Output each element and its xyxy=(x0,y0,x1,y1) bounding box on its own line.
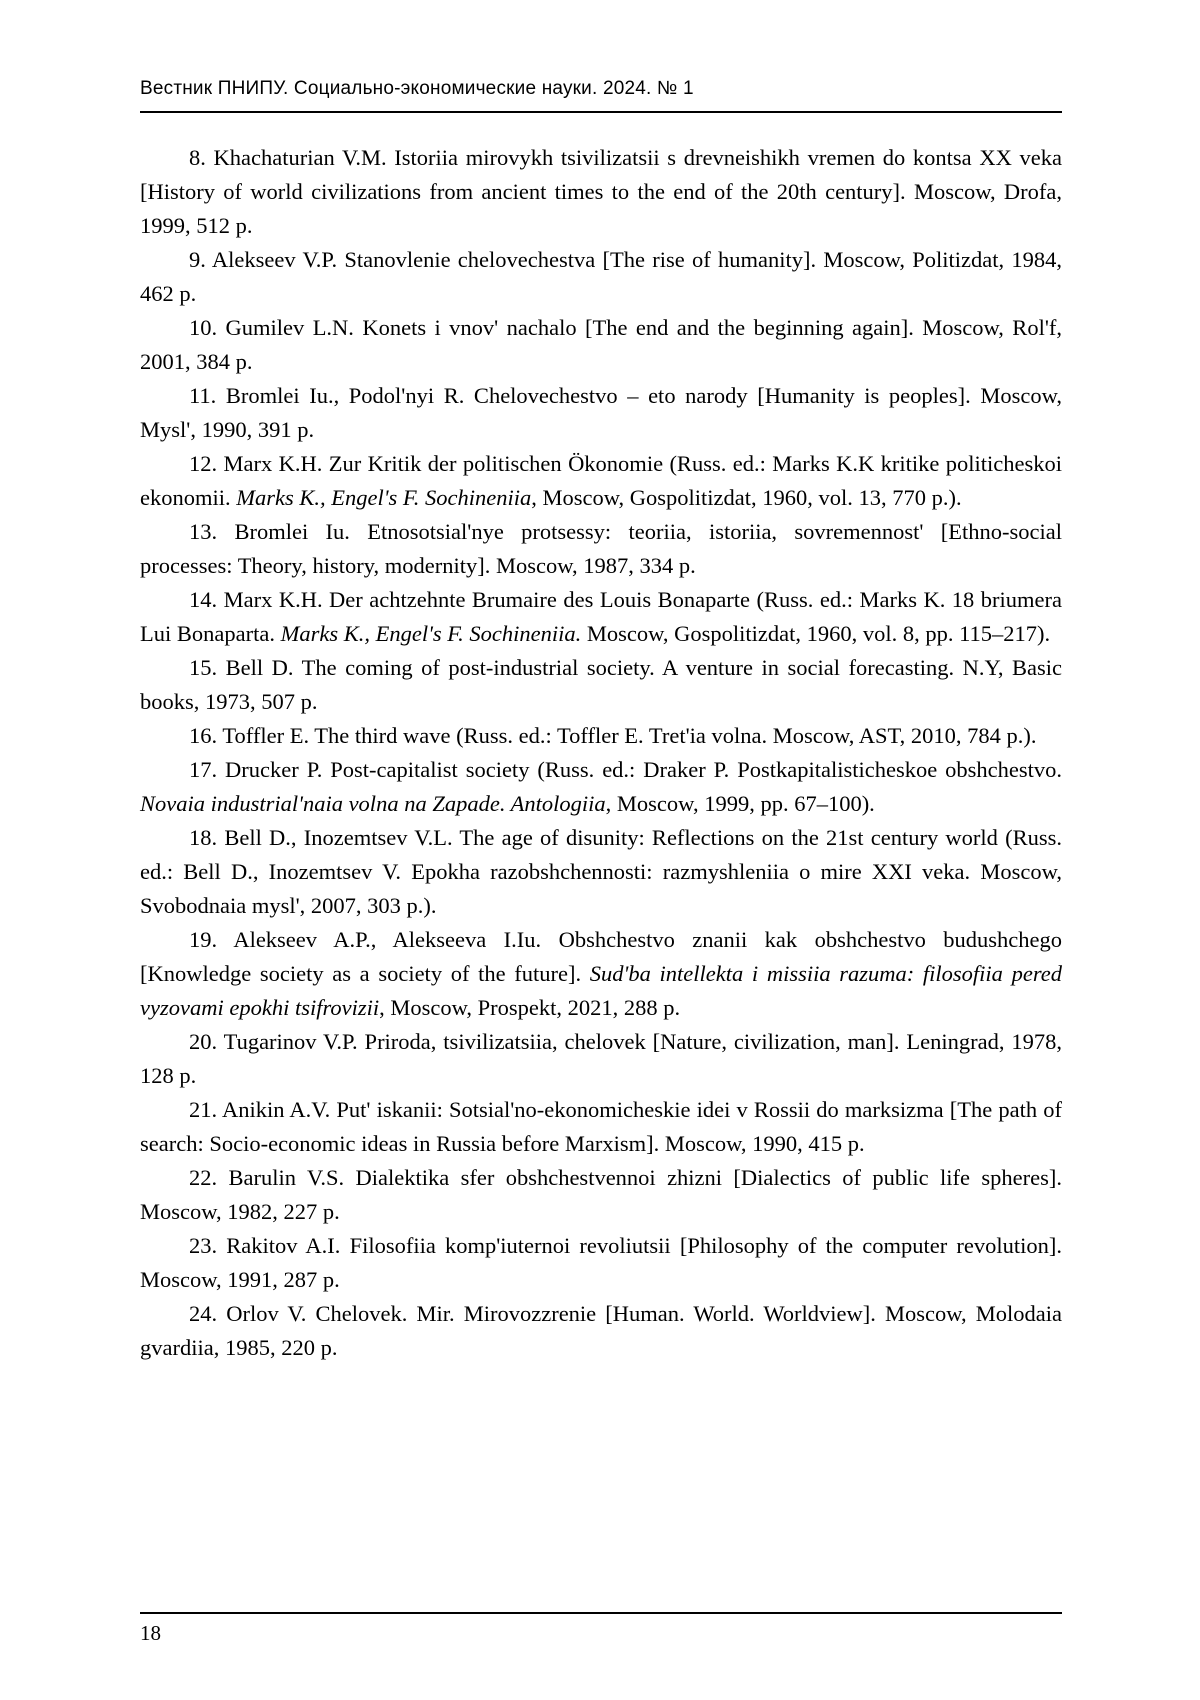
reference-item xyxy=(140,447,1062,515)
reference-text: 20. Tugarinov V.P. Priroda, tsivilizatsiia, chelovek [Nature, civilization, man]. Leningrad, 1978, 128 p. xyxy=(140,1029,1062,1088)
reference-item xyxy=(140,583,1062,651)
reference-text: 24. Orlov V. Chelovek. Mir. Mirovozzrenie [Human. World. Worldview]. Moscow, Molodaia gvardiia, 1985, 220 p. xyxy=(140,1301,1062,1360)
reference-text: 19. Alekseev A.P., Alekseeva I.Iu. Obshchestvo znanii kak obshchestvo budushchego [Knowledge society as a society of the future]. xyxy=(140,927,1062,986)
reference-text: 9. Alekseev V.P. Stanovlenie chelovechestva [The rise of humanity]. Moscow, Politizdat, 1984, 462 p. xyxy=(140,247,1062,306)
reference-item xyxy=(140,923,1062,1025)
header-rule xyxy=(140,111,1062,113)
reference-item xyxy=(140,141,1062,243)
reference-item xyxy=(140,379,1062,447)
reference-item xyxy=(140,1025,1062,1093)
reference-text: Moscow, Gospolitizdat, 1960, vol. 8, pp. 115–217). xyxy=(581,621,1051,646)
references-list xyxy=(140,141,1062,1365)
reference-text: 22. Barulin V.S. Dialektika sfer obshchestvennoi zhizni [Dialectics of public life spheres]. Moscow, 1982, 227 p. xyxy=(140,1165,1062,1224)
reference-text: , Moscow, Gospolitizdat, 1960, vol. 13, 770 p.). xyxy=(531,485,962,510)
reference-item xyxy=(140,821,1062,923)
reference-item xyxy=(140,243,1062,311)
page-number: 18 xyxy=(140,1621,161,1645)
reference-italic-text: Sud'ba intellekta i missiia razuma: filosofiia pered vyzovami epokhi tsifrovizii xyxy=(140,961,1062,1020)
reference-item xyxy=(140,1229,1062,1297)
reference-item xyxy=(140,651,1062,719)
reference-text: 12. Marx K.H. Zur Kritik der politischen Ökonomie (Russ. ed.: Marks K.K kritike politicheskoi ekonomii. xyxy=(140,451,1062,510)
reference-text: 13. Bromlei Iu. Etnosotsial'nye protsessy: teoriia, istoriia, sovremennost' [Ethno-social processes: Theory, history, modernity]. Moscow, 1987, 334 p. xyxy=(140,519,1062,578)
reference-text: 21. Anikin A.V. Put' iskanii: Sotsial'no-ekonomicheskie idei v Rossii do marksizma [The path of search: Socio-economic ideas in Russia before Marxism]. Moscow, 1990, 415 p. xyxy=(140,1097,1062,1156)
reference-item xyxy=(140,1093,1062,1161)
reference-item xyxy=(140,719,1062,753)
reference-italic-text: Novaia industrial'naia volna na Zapade. Antologiia xyxy=(140,791,606,816)
reference-text: 10. Gumilev L.N. Konets i vnov' nachalo [The end and the beginning again]. Moscow, Rol'f, 2001, 384 p. xyxy=(140,315,1062,374)
reference-item xyxy=(140,1297,1062,1365)
reference-item xyxy=(140,1161,1062,1229)
running-header: Вестник ПНИПУ. Социально-экономические науки. 2024. № 1 xyxy=(140,78,694,99)
reference-text: 23. Rakitov A.I. Filosofiia komp'iuternoi revoliutsii [Philosophy of the computer revolution]. Moscow, 1991, 287 p. xyxy=(140,1233,1062,1292)
reference-text: 17. Drucker P. Post-capitalist society (Russ. ed.: Draker P. Postkapitalisticheskoe obshchestvo. xyxy=(189,757,1062,782)
reference-text: 14. Marx K.H. Der achtzehnte Brumaire des Louis Bonaparte (Russ. ed.: Marks K. 18 briumera Lui Bonaparta. xyxy=(140,587,1062,646)
reference-text: , Moscow, 1999, pp. 67–100). xyxy=(605,791,875,816)
reference-text: , Moscow, Prospekt, 2021, 288 p. xyxy=(379,995,681,1020)
reference-item xyxy=(140,311,1062,379)
reference-text: 18. Bell D., Inozemtsev V.L. The age of disunity: Reflections on the 21st century world (Russ. ed.: Bell D., Inozemtsev V. Epokha razobshchennosti: razmyshleniia o mire XXI veka. Moscow, Svobodnaia mysl', 2007, 303 p.). xyxy=(140,825,1062,918)
reference-text: 15. Bell D. The coming of post-industrial society. A venture in social forecasting. N.Y, Basic books, 1973, 507 p. xyxy=(140,655,1062,714)
reference-italic-text: Marks K., Engel's F. Sochineniia xyxy=(236,485,532,510)
reference-item xyxy=(140,515,1062,583)
reference-item xyxy=(140,753,1062,821)
footer-rule xyxy=(140,1612,1062,1614)
reference-text: 8. Khachaturian V.M. Istoriia mirovykh tsivilizatsii s drevneishikh vremen do kontsa XX veka [History of world civilizations from ancient times to the end of the 20th century]. Moscow, Drofa, 1999, 512 p. xyxy=(140,145,1062,238)
reference-text: 16. Toffler E. The third wave (Russ. ed.: Toffler E. Tret'ia volna. Moscow, AST, 2010, 784 p.). xyxy=(189,723,1037,748)
reference-text: 11. Bromlei Iu., Podol'nyi R. Chelovechestvo – eto narody [Humanity is peoples]. Moscow, Mysl', 1990, 391 p. xyxy=(140,383,1062,442)
reference-italic-text: Marks K., Engel's F. Sochineniia. xyxy=(280,621,582,646)
